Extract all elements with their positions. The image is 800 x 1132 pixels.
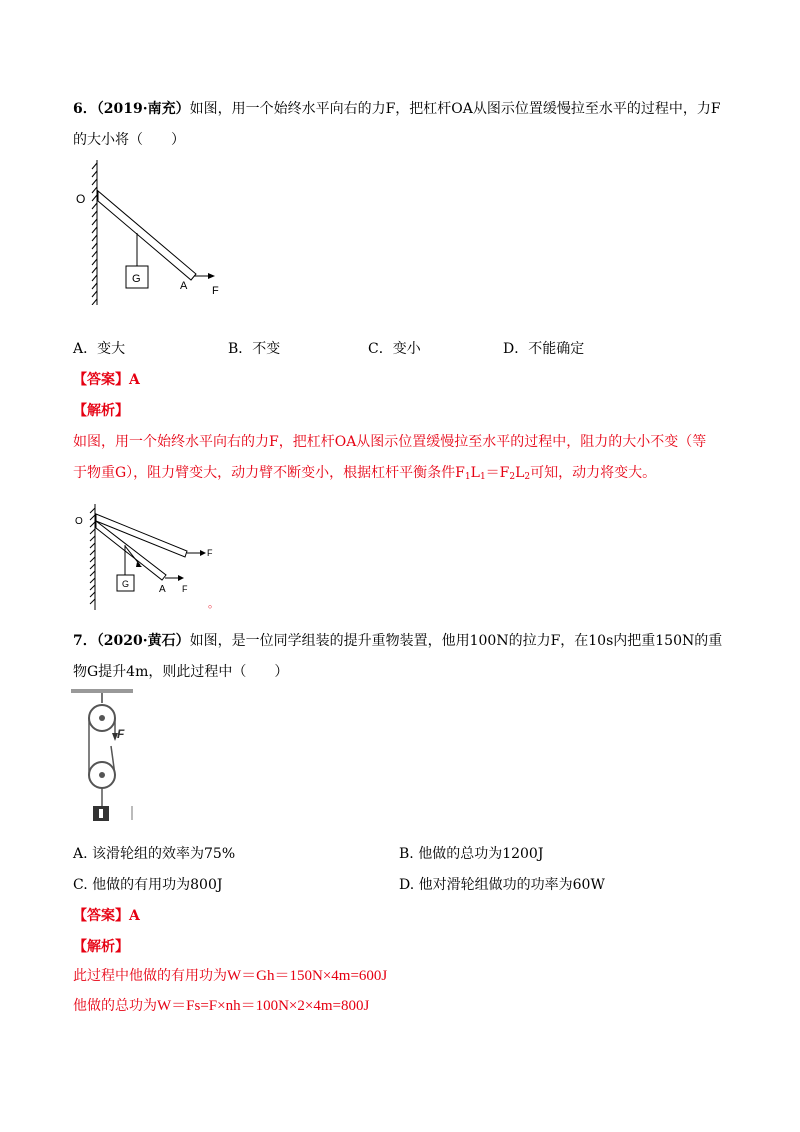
q7-answer-value: A xyxy=(129,908,140,924)
q6-stem-line2: 的大小将（ ） xyxy=(73,132,185,148)
q6-option-c-text: 变小 xyxy=(392,341,421,357)
q7-label-f: F xyxy=(117,727,125,741)
q6-option-d xyxy=(503,339,584,359)
q7-option-a xyxy=(73,844,235,864)
q6-option-d-text: 不能确定 xyxy=(528,341,585,357)
q6-label-g: G xyxy=(132,273,141,285)
q6-analysis-arrow1-head xyxy=(200,550,206,556)
q7-option-d-text: 他对滑轮组做功的功率为60W xyxy=(418,877,605,893)
q7-analysis-line1-pre: 此过程中他做的有用功为 xyxy=(73,968,227,984)
q6-number: 6． xyxy=(73,101,97,117)
q6-analysis-label: 【解析】 xyxy=(73,403,129,419)
q7-stem-text: 如图，是一位同学组装的提升重物装置，他用100N的拉力F，在10s内把重150N的重 xyxy=(189,633,723,649)
q6-analysis-mark: 。 xyxy=(208,598,219,610)
q7-stem-line1 xyxy=(73,631,722,651)
q6-option-d-key: D． xyxy=(503,341,529,357)
q7-answer-label: 【答案】 xyxy=(73,908,129,924)
q7-stem-line2: 物G提升4m，则此过程中（ ） xyxy=(73,664,289,680)
q6-source: （2019·南充） xyxy=(96,101,190,117)
q7-option-c-text: 他做的有用功为800J xyxy=(92,877,223,893)
q6-analysis-label-g: G xyxy=(122,579,130,589)
q6-wall xyxy=(92,160,97,305)
q6-analysis-label-f1: F xyxy=(207,548,213,558)
q7-analysis-line2 xyxy=(73,996,369,1016)
q6-label-f: F xyxy=(212,285,219,297)
q6-option-a xyxy=(73,339,125,359)
q7-option-d-key: D. xyxy=(399,877,415,893)
q6-analysis-wall xyxy=(90,504,95,610)
q6-answer-label: 【答案】 xyxy=(73,372,129,388)
q6-label-a: A xyxy=(180,280,188,292)
q6-option-a-key: A． xyxy=(73,341,98,357)
q7-option-a-key: A. xyxy=(73,846,88,862)
q6-analysis-line2-pre: 于物重G），阻力臂变大，动力臂不断变小，根据杠杆平衡条件F xyxy=(73,465,465,481)
q6-answer-value: A xyxy=(129,372,140,388)
q6-analysis-line1: 如图，用一个始终水平向右的力F，把杠杆OA从图示位置缓慢拉至水平的过程中，阻力的大小不变（等 xyxy=(73,434,707,450)
q7-analysis-label: 【解析】 xyxy=(73,939,129,955)
q6-analysis-line2-post: 可知，动力将变大。 xyxy=(530,465,657,481)
q6-stem-text: 如图，用一个始终水平向右的力F，把杠杆OA从图示位置缓慢拉至水平的过程中，力F xyxy=(189,101,721,117)
q6-analysis-arrow2-head xyxy=(178,575,184,581)
q6-option-b xyxy=(228,339,280,359)
q6-stem-line1 xyxy=(73,99,721,119)
q6-option-b-key: B． xyxy=(228,341,253,357)
q6-option-c-key: C． xyxy=(368,341,393,357)
q6-option-c xyxy=(368,339,421,359)
q7-option-b xyxy=(399,844,543,864)
q7-pulley-figure xyxy=(70,688,150,823)
q7-ceiling xyxy=(71,689,133,693)
q6-analysis-line2: 于物重G），阻力臂变大，动力臂不断变小，根据杠杆平衡条件$F_1L_1=F_2L_2$可知，动力将变大。 xyxy=(73,465,657,482)
q6-arrow-head xyxy=(208,273,215,279)
q7-analysis-line2-math: W＝Fs=F×nh＝100N×2×4m=800J xyxy=(157,998,370,1014)
q6-analysis-label-a: A xyxy=(159,584,166,595)
q7-analysis-line1-math: W＝Gh＝150N×4m=600J xyxy=(227,968,388,984)
q6-option-b-text: 不变 xyxy=(252,341,281,357)
q6-analysis-figure xyxy=(70,500,230,610)
q7-option-d xyxy=(399,875,605,895)
q7-analysis-line2-pre: 他做的总功为 xyxy=(73,998,157,1014)
q7-option-a-text: 该滑轮组的效率为75% xyxy=(92,846,236,862)
q6-analysis-label-f2: F xyxy=(182,584,188,594)
q7-number: 7． xyxy=(73,633,97,649)
q7-analysis-line1 xyxy=(73,966,387,986)
q6-lever-figure xyxy=(70,155,240,305)
q7-option-b-text: 他做的总功为1200J xyxy=(418,846,544,862)
q7-option-b-key: B. xyxy=(399,846,414,862)
q7-option-c-key: C. xyxy=(73,877,88,893)
q6-analysis-label-o: O xyxy=(75,516,83,527)
q7-answer xyxy=(73,906,140,926)
q7-option-c xyxy=(73,875,222,895)
q6-label-o: O xyxy=(76,192,86,206)
q6-option-a-text: 变大 xyxy=(97,341,126,357)
q7-source: （2020·黄石） xyxy=(96,633,190,649)
q6-answer xyxy=(73,370,140,390)
